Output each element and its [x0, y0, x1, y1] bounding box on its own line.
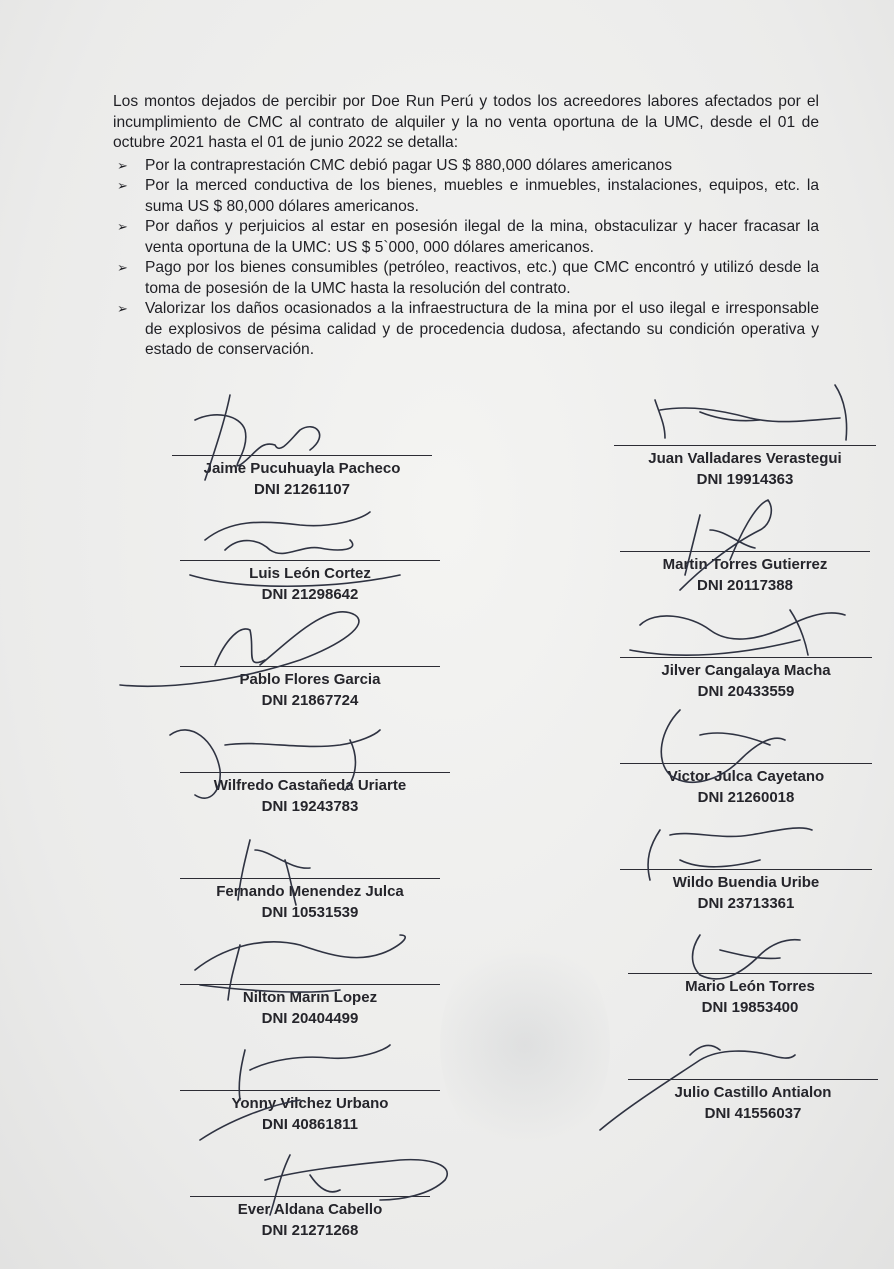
list-item-text: Por la contraprestación CMC debió pagar US $ 880,000 dólares americanos [145, 156, 673, 174]
signatory-dni: DNI 21271268 [261, 1222, 359, 1239]
signatory-dni: DNI 20433559 [697, 683, 795, 700]
list-item-text: Por daños y perjuicios al estar en posesión ilegal de la mina, obstaculizar y hacer fracasar la venta oportuna de la UMC: US $ 5`000, 000 dólares americanos. [145, 218, 819, 256]
signatory-dni: DNI 20404499 [261, 1010, 359, 1027]
signatory-name: Pablo Flores Garcia [239, 671, 381, 688]
signature-scrawl-right [600, 385, 847, 1130]
arrow-bullet-icon: ➢ [117, 157, 128, 173]
signatory-dni: DNI 40861811 [262, 1116, 358, 1133]
signature-scrawl-left [120, 395, 447, 1215]
signatory-dni: DNI 19243783 [261, 798, 359, 815]
arrow-bullet-icon: ➢ [117, 301, 128, 316]
list-item-text: Pago por los bienes consumibles (petróleo, reactivos, etc.) que CMC encontró y utilizó desde la toma de posesión de la UMC hasta la resolución del contrato. [145, 259, 819, 297]
arrow-bullet-icon: ➢ [117, 219, 128, 234]
signatory-name: Jaime Pucuhuayla Pacheco [203, 460, 401, 477]
signatory-dni: DNI 19914363 [696, 471, 794, 488]
signatory-name: Wilfredo Castañeda Uriarte [213, 777, 407, 794]
intro-paragraph: Los montos dejados de percibir por Doe Run Perú y todos los acreedores labores afectados por el incumplimiento de CMC al contrato de alquiler y la no venta oportuna de la UMC, desde el 01 de octubre 2021 hasta el 01 de junio 2022 se detalla: [113, 93, 819, 151]
signatory-name: Julio Castillo Antialon [674, 1084, 832, 1101]
signatory-name: Nilton Marin Lopez [242, 989, 378, 1006]
signatory-name: Fernando Menendez Julca [216, 883, 404, 900]
signatory-name: Wildo Buendia Uribe [672, 874, 820, 891]
signatory-dni: DNI 23713361 [697, 895, 795, 912]
signatory-dni: DNI 41556037 [704, 1105, 802, 1122]
signatory-name: Yonny Vilchez Urbano [231, 1095, 389, 1112]
signatory-dni: DNI 20117388 [697, 577, 793, 594]
signatory-name: Martin Torres Gutierrez [662, 556, 828, 573]
signatory-dni: DNI 19853400 [701, 999, 799, 1016]
signatory-dni: DNI 21261107 [254, 481, 350, 498]
signatory-dni: DNI 21260018 [697, 789, 795, 806]
arrow-bullet-icon: ➢ [117, 178, 128, 193]
signatory-name: Juan Valladares Verastegui [648, 450, 842, 467]
signatory-name: Mario León Torres [685, 978, 815, 995]
signatory-dni: DNI 21298642 [261, 586, 359, 603]
list-item-text: Por la merced conductiva de los bienes, muebles e inmuebles, instalaciones, equipos, etc. la suma US $ 80,000 dólares americanos. [145, 177, 819, 215]
signatory-name: Ever Aldana Cabello [237, 1201, 383, 1218]
signatory-dni: DNI 21867724 [261, 692, 359, 709]
list-item-text: Valorizar los daños ocasionados a la infraestructura de la mina por el uso ilegal e irresponsable de explosivos de pésima calidad y de procedencia dudosa, afectando su condición operativa y estado de conservación. [145, 300, 819, 358]
arrow-bullet-icon: ➢ [117, 260, 128, 275]
signatory-dni: DNI 10531539 [261, 904, 359, 921]
signatory-name: Luis León Cortez [249, 565, 371, 582]
signatory-name: Victor Julca Cayetano [667, 768, 825, 785]
signatory-name: Jilver Cangalaya Macha [661, 662, 831, 679]
